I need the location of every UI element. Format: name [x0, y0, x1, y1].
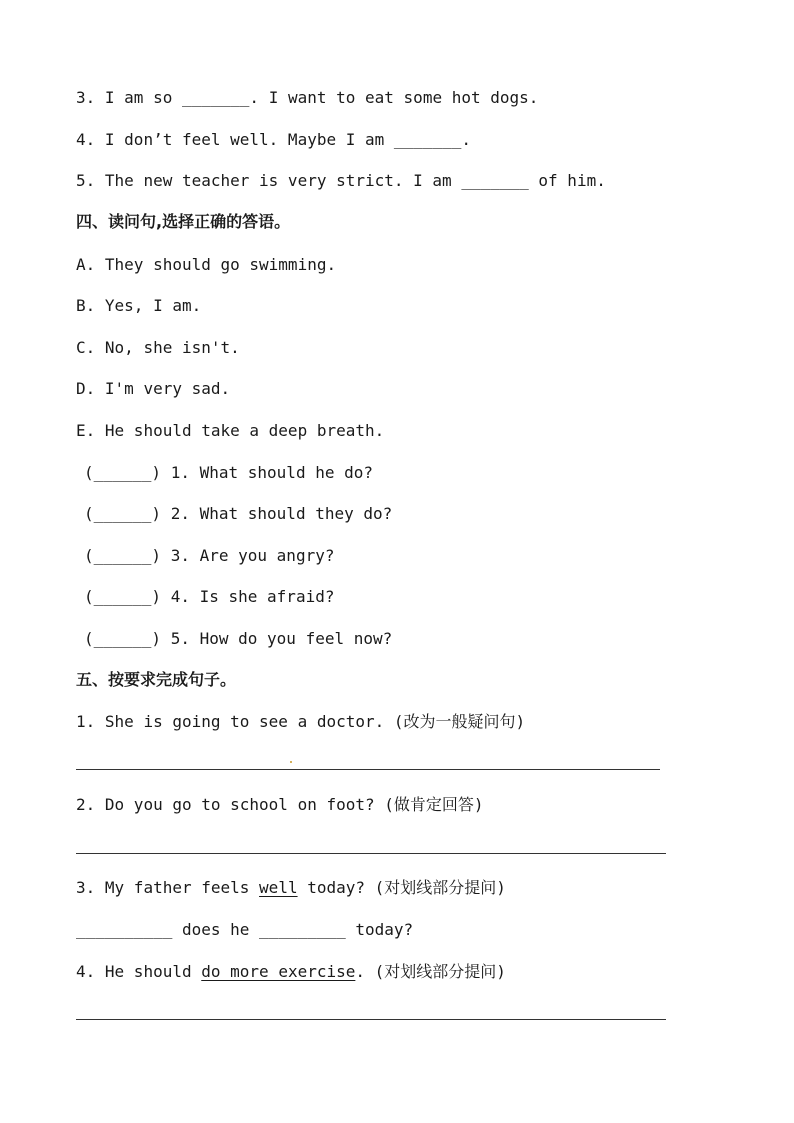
- option-d: [76, 379, 230, 399]
- answer-text: today?: [355, 920, 414, 939]
- question-4: [84, 587, 334, 607]
- item-instruction: (做肯定回答): [384, 795, 484, 814]
- item-number: 4.: [76, 962, 96, 981]
- question-number: 5.: [170, 629, 190, 648]
- answer-line-1[interactable]: [76, 769, 660, 770]
- item-number: 2.: [76, 795, 96, 814]
- fill-blank-item-4: [76, 130, 471, 150]
- answer-blank[interactable]: __________: [76, 920, 173, 939]
- section-4-title: 四、读问句,选择正确的答语。: [76, 212, 291, 231]
- item-instruction: (改为一般疑问句): [393, 712, 526, 731]
- question-text: Is she afraid?: [199, 587, 335, 606]
- answer-line-4[interactable]: [76, 1019, 666, 1020]
- option-text: I'm very sad.: [104, 379, 231, 398]
- section-5-title: 五、按要求完成句子。: [76, 670, 237, 689]
- ink-speck: [290, 761, 292, 763]
- question-1: [84, 463, 373, 483]
- option-letter: D.: [76, 379, 96, 398]
- question-number: 1.: [170, 463, 190, 482]
- question-text: What should he do?: [199, 463, 373, 482]
- answer-blank[interactable]: _______: [181, 88, 250, 107]
- answer-blank[interactable]: (______): [84, 546, 162, 565]
- underlined-phrase: do more exercise: [201, 962, 356, 981]
- rewrite-item-4: [76, 962, 506, 982]
- underlined-phrase: well: [259, 878, 298, 897]
- item-text: She is going to see a doctor.: [104, 712, 385, 731]
- option-text: They should go swimming.: [104, 255, 337, 274]
- question-text: Are you angry?: [199, 546, 335, 565]
- option-e: [76, 421, 384, 441]
- answer-text: does he: [181, 920, 250, 939]
- item-text: today?: [307, 878, 366, 897]
- rewrite-item-3-answer: [76, 920, 413, 940]
- item-text: .: [461, 130, 471, 149]
- option-b: [76, 296, 201, 316]
- question-number: 2.: [170, 504, 190, 523]
- item-number: 4.: [76, 130, 96, 149]
- item-number: 1.: [76, 712, 96, 731]
- answer-blank[interactable]: _________: [259, 920, 346, 939]
- answer-blank[interactable]: (______): [84, 587, 162, 606]
- option-text: He should take a deep breath.: [104, 421, 385, 440]
- question-text: How do you feel now?: [199, 629, 393, 648]
- option-a: [76, 255, 336, 275]
- fill-blank-item-3: [76, 88, 538, 108]
- item-number: 3.: [76, 878, 96, 897]
- answer-blank[interactable]: (______): [84, 504, 162, 523]
- answer-blank[interactable]: (______): [84, 629, 162, 648]
- item-text: . I want to eat some hot dogs.: [249, 88, 539, 107]
- item-text: The new teacher is very strict. I am: [104, 171, 452, 190]
- item-text: .: [355, 962, 366, 981]
- item-text: Do you go to school on foot?: [104, 795, 375, 814]
- answer-line-2[interactable]: [76, 853, 666, 854]
- item-number: 5.: [76, 171, 96, 190]
- item-text: of him.: [538, 171, 606, 190]
- question-number: 4.: [170, 587, 190, 606]
- item-text: I don’t feel well. Maybe I am: [104, 130, 385, 149]
- rewrite-item-2: [76, 795, 484, 815]
- answer-blank[interactable]: _______: [461, 171, 529, 190]
- answer-blank[interactable]: _______: [393, 130, 462, 149]
- option-letter: B.: [76, 296, 96, 315]
- answer-blank[interactable]: (______): [84, 463, 162, 482]
- option-letter: E.: [76, 421, 96, 440]
- option-text: No, she isn't.: [104, 338, 240, 357]
- question-2: [84, 504, 392, 524]
- option-text: Yes, I am.: [104, 296, 202, 315]
- question-number: 3.: [170, 546, 190, 565]
- option-letter: A.: [76, 255, 96, 274]
- item-number: 3.: [76, 88, 96, 107]
- item-instruction: (对划线部分提问): [374, 878, 506, 897]
- item-instruction: (对划线部分提问): [374, 962, 506, 981]
- question-5: [84, 629, 392, 649]
- option-c: [76, 338, 240, 358]
- item-text: My father feels: [104, 878, 250, 897]
- question-3: [84, 546, 334, 566]
- fill-blank-item-5: [76, 171, 606, 191]
- item-text: He should: [104, 962, 192, 981]
- item-text: I am so: [104, 88, 173, 107]
- rewrite-item-3: [76, 878, 506, 898]
- option-letter: C.: [76, 338, 96, 357]
- rewrite-item-1: [76, 712, 525, 732]
- question-text: What should they do?: [199, 504, 393, 523]
